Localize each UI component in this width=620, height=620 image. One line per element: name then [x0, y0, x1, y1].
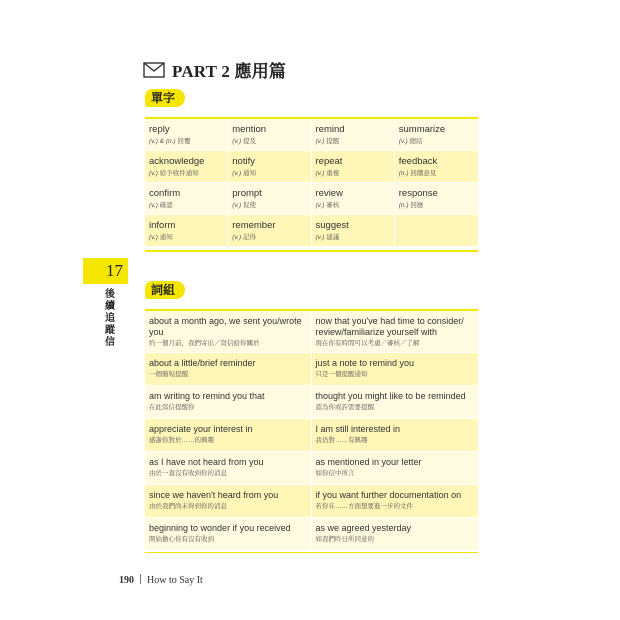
phrase-chinese: 一個簡短提醒 [149, 371, 188, 378]
vocab-word: reply [149, 124, 170, 135]
vocab-cell [312, 215, 395, 247]
vocab-cell [312, 151, 395, 183]
vocab-cell [312, 119, 395, 151]
vocab-definition [316, 138, 394, 146]
phrase-english: as I have not heard from you [149, 457, 264, 467]
vocab-meaning: 提醒 [326, 138, 340, 145]
part-of-speech: (v.) & (n.) [149, 138, 176, 145]
phrase-chinese: 在此寫信提醒你 [149, 404, 195, 411]
phrase-chinese: 由於一直沒有收到你的消息 [149, 470, 227, 477]
phrase-english: just a note to remind you [315, 358, 415, 368]
part-of-speech: (v.) [315, 234, 325, 241]
phrase-chinese: 感謝你對於……的興趣 [149, 437, 214, 444]
phrase-cell [145, 518, 312, 551]
vocab-cell [395, 119, 478, 151]
vocab-word: acknowledge [149, 156, 205, 167]
phrase-english: as we agreed yesterday [315, 523, 412, 533]
vocab-meaning: 總結 [409, 138, 423, 145]
phrase-chinese: 約一個月前，我們寄出／寫信給你關於 [149, 340, 260, 347]
vocab-definition [232, 138, 310, 146]
vocab-definition [149, 234, 227, 242]
vocab-meaning: 促使 [242, 202, 256, 209]
vocab-meaning: 給予收件通知 [159, 170, 199, 177]
vocab-word: prompt [232, 188, 262, 199]
phrases-table [145, 311, 478, 551]
vocab-meaning: 通知 [242, 170, 256, 177]
vocab-table [145, 119, 478, 247]
vocab-definition [316, 234, 394, 242]
part-of-speech: (n.) [398, 202, 409, 209]
vocab-definition [232, 170, 310, 178]
part-of-speech: (v.) [398, 138, 408, 145]
phrase-cell [312, 485, 479, 518]
part-of-speech: (v.) [232, 170, 242, 177]
vocab-word: remember [232, 220, 276, 231]
vocab-cell [228, 183, 311, 215]
vocab-meaning: 提及 [242, 138, 256, 145]
vocab-word: remind [315, 124, 345, 135]
vocab-meaning: 通知 [159, 234, 173, 241]
part-of-speech: (v.) [232, 234, 242, 241]
vocab-cell [395, 215, 478, 247]
phrase-cell [312, 386, 479, 419]
phrase-english: if you want further documentation on [315, 490, 462, 500]
vocab-definition [149, 138, 227, 146]
part-of-speech: (v.) [315, 202, 325, 209]
vocab-section-tag: 單字 [145, 89, 185, 107]
part-of-speech: (v.) [315, 138, 325, 145]
part-of-speech: (v.) [149, 234, 158, 241]
part-of-speech: (v.) [149, 170, 158, 177]
vocab-cell [145, 215, 228, 247]
phrase-cell [145, 311, 312, 353]
vocab-cell [395, 183, 478, 215]
vocab-word: inform [149, 220, 176, 231]
vocab-word: review [315, 188, 343, 199]
phrase-english: since we haven't heard from you [149, 490, 279, 500]
vocab-definition [232, 202, 310, 210]
vocab-meaning: 記得 [242, 234, 256, 241]
page-number: 190 [119, 575, 134, 586]
vocab-word: confirm [149, 188, 181, 199]
vocab-definition [316, 202, 394, 210]
phrase-english: appreciate your interest in [149, 424, 253, 434]
vocab-definition [316, 170, 394, 178]
phrase-chinese: 如你信中所言 [315, 470, 355, 477]
chapter-label: 後續追蹤信 [105, 289, 115, 348]
phrase-english: thought you might like to be reminded [315, 391, 466, 401]
vocab-cell [228, 215, 311, 247]
phrase-chinese: 現在你有時間可以考慮／審核／了解 [315, 340, 420, 347]
vocab-word: feedback [398, 156, 438, 167]
phrase-chinese: 認為你或許需要提醒 [315, 404, 374, 411]
phrase-cell [312, 353, 479, 386]
phrase-cell [145, 485, 312, 518]
vocab-definition [232, 234, 310, 242]
part-of-speech: (v.) [232, 138, 242, 145]
vocab-cell [228, 151, 311, 183]
part-of-speech: (v.) [315, 170, 325, 177]
phrase-english: beginning to wonder if you received [149, 523, 291, 533]
vocab-word: mention [232, 124, 267, 135]
phrase-english: about a month ago, we sent you/wrote you [149, 316, 302, 337]
vocab-word: repeat [315, 156, 343, 167]
phrase-english: about a little/brief reminder [149, 358, 256, 368]
chapter-number-tab: 17 [83, 258, 128, 284]
phrases-bottom-rule [145, 552, 478, 553]
vocab-word: summarize [398, 124, 446, 135]
phrase-cell [312, 452, 479, 485]
vocab-bottom-rule [145, 250, 478, 252]
vocab-definition [149, 202, 227, 210]
part-of-speech: (n.) [398, 170, 409, 177]
phrase-cell [312, 311, 479, 353]
part-of-speech: (v.) [149, 202, 158, 209]
vocab-meaning: 回饋意見 [410, 170, 437, 177]
page-footer [119, 574, 203, 586]
vocab-cell [145, 183, 228, 215]
phrase-cell [145, 419, 312, 452]
vocab-meaning: 回覆 [177, 138, 191, 145]
phrase-cell [145, 353, 312, 386]
page-header [143, 57, 286, 82]
phrase-english: I am still interested in [315, 424, 401, 434]
phrase-chinese: 我仍對……有興趣 [315, 437, 368, 444]
part-of-speech: (v.) [232, 202, 242, 209]
phrase-chinese: 只是一個提醒通知 [315, 371, 368, 378]
footer-divider [140, 574, 141, 584]
phrase-cell [312, 518, 479, 551]
vocab-cell [395, 151, 478, 183]
vocab-meaning: 審核 [326, 202, 340, 209]
phrase-cell [312, 419, 479, 452]
vocab-cell [312, 183, 395, 215]
vocab-definition [399, 138, 478, 146]
vocab-word: suggest [315, 220, 349, 231]
vocab-definition [149, 170, 227, 178]
vocab-word: notify [232, 156, 255, 167]
phrases-section-tag: 詞組 [145, 281, 185, 299]
phrase-chinese: 開始擔心你有沒有收到 [149, 536, 214, 543]
phrase-english: as mentioned in your letter [315, 457, 422, 467]
page-title: PART 2 應用篇 [172, 62, 287, 81]
vocab-definition [399, 170, 478, 178]
phrase-cell [145, 452, 312, 485]
vocab-cell [145, 119, 228, 151]
vocab-meaning: 確認 [159, 202, 173, 209]
phrase-chinese: 若你在……方面想要進一步的文件 [315, 503, 413, 510]
vocab-word: response [398, 188, 438, 199]
phrase-chinese: 如我們昨日所同意的 [315, 536, 374, 543]
phrase-chinese: 由於我們尚未得到你的消息 [149, 503, 227, 510]
vocab-meaning: 重複 [326, 170, 340, 177]
vocab-meaning: 回應 [410, 202, 424, 209]
vocab-cell [145, 151, 228, 183]
book-title: How to Say It [147, 575, 203, 586]
phrase-english: am writing to remind you that [149, 391, 265, 401]
vocab-cell [228, 119, 311, 151]
envelope-icon [143, 62, 165, 78]
vocab-meaning: 建議 [326, 234, 340, 241]
phrase-english: now that you've had time to consider/ review/familiarize yourself with [315, 316, 464, 337]
phrase-cell [145, 386, 312, 419]
vocab-definition [399, 202, 478, 210]
